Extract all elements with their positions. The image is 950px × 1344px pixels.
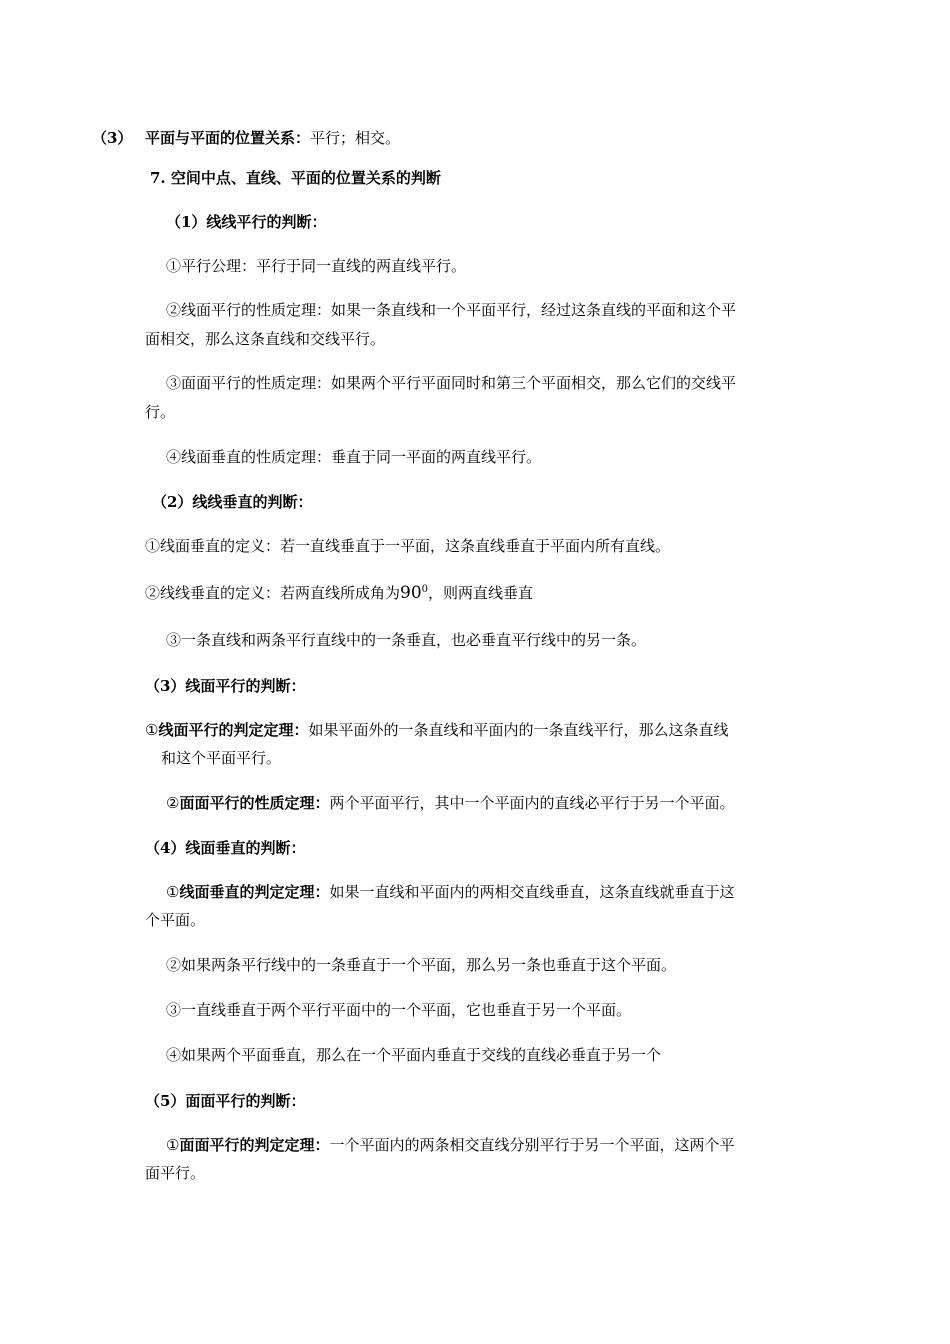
para-3-1-text: 如果平面外的一条直线和平面内的一条直线平行，那么这条直线 xyxy=(308,721,729,739)
para-1-1: ①平行公理：平行于同一直线的两直线平行。 xyxy=(166,257,467,275)
para-3-1a xyxy=(145,720,728,740)
para-3-2-term: 面面平行的性质定理： xyxy=(179,794,330,812)
para-1-2a: ②线面平行的性质定理：如果一条直线和一个平面平行，经过这条直线的平面和这个平 xyxy=(166,301,737,319)
para-4-1a xyxy=(166,882,734,902)
subheading-4: （4）线面垂直的判断： xyxy=(145,839,306,857)
para-4-1b: 个平面。 xyxy=(145,911,206,929)
para-5-1b: 面平行。 xyxy=(145,1164,206,1182)
heading-7: 7. 空间中点、直线、平面的位置关系的判断 xyxy=(150,169,441,187)
para-2-2-post: ，则两直线垂直 xyxy=(428,584,534,602)
para-3-2-text: 两个平面平行，其中一个平面内的直线必平行于另一个平面。 xyxy=(329,794,735,812)
para-5-1-text: 一个平面内的两条相交直线分别平行于另一个平面，这两个平 xyxy=(329,1136,735,1154)
para-1-3b: 行。 xyxy=(145,403,176,421)
para-3-1-term: 线面平行的判定定理： xyxy=(158,721,309,739)
para-3-1-mark: ① xyxy=(145,721,159,739)
subheading-1: （1）线线平行的判断： xyxy=(166,213,327,231)
para-2-2 xyxy=(145,583,533,603)
para-4-1-term: 线面垂直的判定定理： xyxy=(179,883,330,901)
para-3-2 xyxy=(166,793,734,813)
para-4-3: ③一直线垂直于两个平行平面中的一个平面，它也垂直于另一个平面。 xyxy=(166,1001,632,1019)
para-4-1-mark: ① xyxy=(166,883,180,901)
para-2-1: ①线面垂直的定义：若一直线垂直于一平面，这条直线垂直于平面内所有直线。 xyxy=(145,537,671,555)
para-3-1b: 和这个平面平行。 xyxy=(161,749,282,767)
subheading-5: （5）面面平行的判断： xyxy=(145,1092,306,1110)
para-2-3: ③一条直线和两条平行直线中的一条垂直，也必垂直平行线中的另一条。 xyxy=(166,631,647,649)
para-3-2-mark: ② xyxy=(166,794,180,812)
angle-value: 90 xyxy=(400,583,422,603)
para-5-1-term: 面面平行的判定定理： xyxy=(179,1136,330,1154)
section-3-line xyxy=(145,128,400,148)
para-4-4: ④如果两个平面垂直，那么在一个平面内垂直于交线的直线必垂直于另一个 xyxy=(166,1046,662,1064)
degree-superscript: 0 xyxy=(421,584,429,595)
subheading-3: （3）线面平行的判断： xyxy=(145,677,306,695)
para-5-1-mark: ① xyxy=(166,1136,180,1154)
para-4-2: ②如果两条平行线中的一条垂直于一个平面，那么另一条也垂直于这个平面。 xyxy=(166,956,677,974)
para-1-4: ④线面垂直的性质定理：垂直于同一平面的两直线平行。 xyxy=(166,448,542,466)
subheading-2: （2）线线垂直的判断： xyxy=(152,493,313,511)
section-3-title: 平面与平面的位置关系： xyxy=(145,129,311,147)
para-1-2b: 面相交，那么这条直线和交线平行。 xyxy=(145,330,386,348)
para-4-1-text: 如果一直线和平面内的两相交直线垂直，这条直线就垂直于这 xyxy=(329,883,735,901)
para-1-3a: ③面面平行的性质定理：如果两个平行平面同时和第三个平面相交，那么它们的交线平 xyxy=(166,374,737,392)
para-5-1a xyxy=(166,1135,734,1155)
section-3-text: 平行；相交。 xyxy=(310,129,401,147)
para-2-2-pre: ②线线垂直的定义：若两直线所成角为 xyxy=(145,584,401,602)
section-3-number: （3） xyxy=(92,129,133,147)
